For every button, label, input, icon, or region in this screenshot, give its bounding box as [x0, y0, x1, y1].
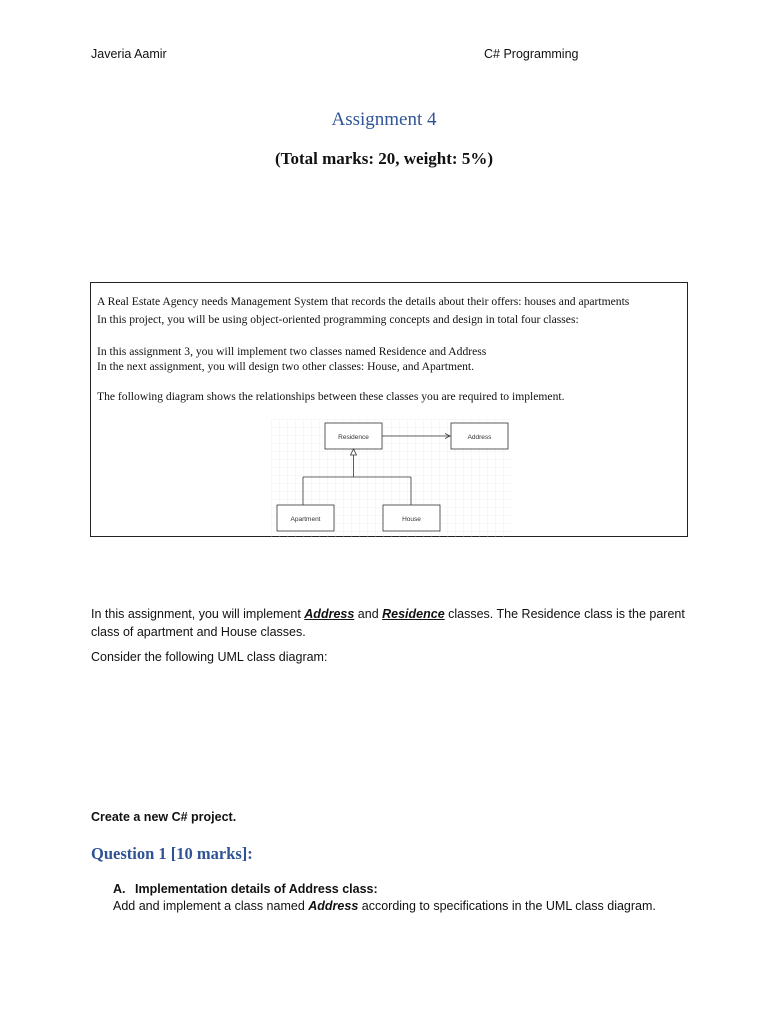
question-1-heading: Question 1 [10 marks]: [91, 844, 253, 863]
intro-paragraph-line-1 [91, 607, 685, 621]
intro-text: In this assignment, you will implement [91, 607, 305, 621]
header-author: Javeria Aamir [91, 47, 167, 61]
project-description-box [90, 282, 688, 537]
item-marker: A. [113, 882, 126, 896]
question-1-item-a [113, 882, 378, 896]
item-title: Implementation details of Address class: [135, 882, 378, 896]
assignment-title: Assignment 4 [331, 109, 437, 130]
create-project-instruction: Create a new C# project. [91, 810, 237, 824]
question-1-item-a-body [113, 899, 656, 913]
box-line-4: In the next assignment, you will design two other classes: House, and Apartment. [97, 360, 475, 373]
body-text: Add and implement a class named [113, 899, 309, 913]
box-line-2: In this project, you will be using object-oriented programming concepts and design in total four classes: [97, 313, 579, 326]
uml-intro-line: Consider the following UML class diagram: [91, 650, 328, 664]
intro-and: and [354, 607, 383, 621]
body-text-tail: according to specifications in the UML class diagram. [358, 899, 656, 913]
intro-paragraph-line-2: class of apartment and House classes. [91, 625, 306, 639]
residence-class-label: Residence [338, 434, 369, 441]
box-line-3: In this assignment 3, you will implement two classes named Residence and Address [97, 345, 487, 358]
apartment-class-label: Apartment [290, 516, 321, 523]
intro-text-tail: classes. The Residence class is the parent [444, 607, 685, 621]
residence-emphasis: Residence [382, 607, 445, 621]
address-emphasis: Address [304, 607, 355, 621]
body-address-emphasis: Address [308, 899, 359, 913]
class-relationship-diagram [271, 419, 511, 537]
header-course: C# Programming [484, 47, 579, 61]
address-class-label: Address [467, 434, 492, 441]
box-line-1: A Real Estate Agency needs Management System that records the details about their offers: houses and apartments [97, 295, 630, 308]
house-class-label: House [402, 516, 421, 523]
box-line-5: The following diagram shows the relationships between these classes you are required to implement. [97, 390, 565, 403]
assignment-subtitle: (Total marks: 20, weight: 5%) [275, 149, 493, 168]
